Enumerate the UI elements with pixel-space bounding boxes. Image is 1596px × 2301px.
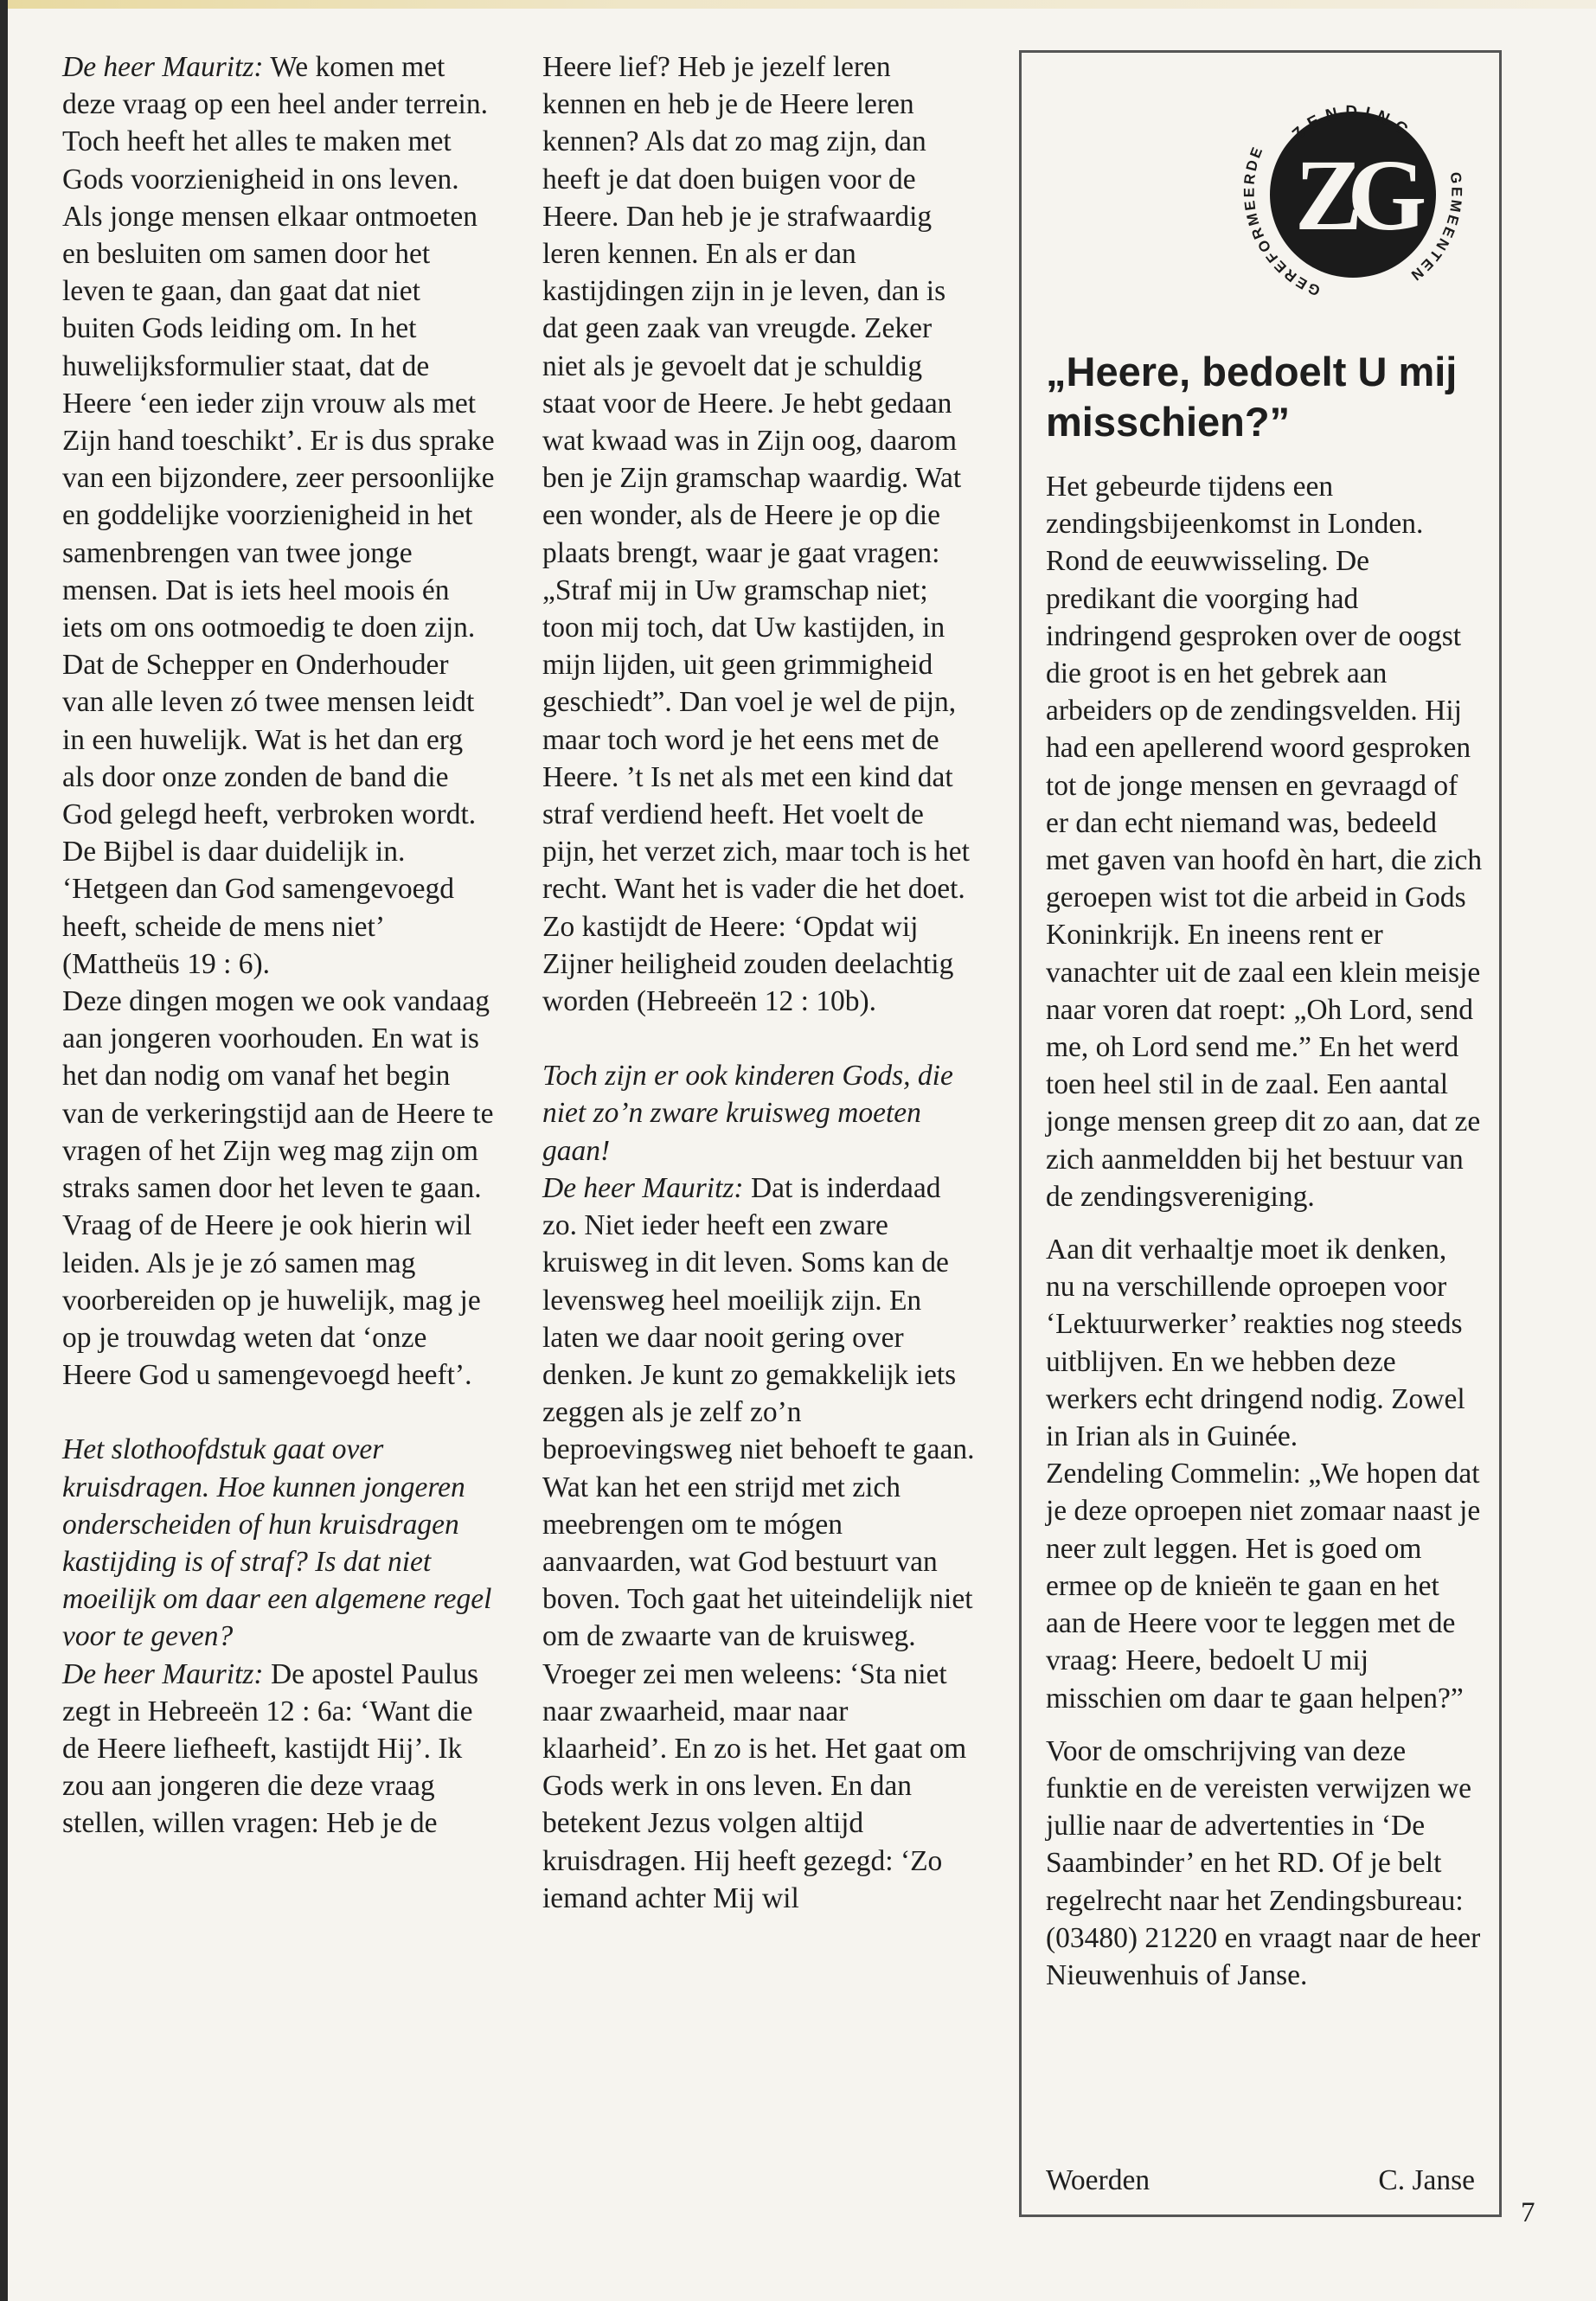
signature-place: Woerden <box>1046 2164 1151 2196</box>
sidebar-text <box>1046 468 1483 1994</box>
paragraph-text: Dat is inderdaad zo. Niet ieder heeft een zware kruisweg in dit leven. Soms kan de levensweg heel moeilijk zijn. En laten we daar nooit gering over denken. Je kunt zo gemakkelijk iets zeggen als je zelf zo’n beproevingsweg niet behoeft te gaan. Wat kan het een strijd met zich meebrengen om te mógen aanvaarden, wat God bestuurt van boven. Toch gaat het uiteindelijk niet om de zwaarte van de kruisweg. Vroeger zei men weleens: ‘Sta niet naar zwaarheid, maar naar klaarheid’. En zo is het. Het gaat om Gods werk in ons leven. En dan betekent Jezus volgen altijd kruisdragen. Hij heeft gezegd: ‘Zo iemand achter Mij wil <box>542 1171 975 1914</box>
column-2 <box>542 48 975 1917</box>
sidebar-headline: „Heere, bedoelt U mij misschien?” <box>1046 349 1458 445</box>
binding-edge <box>0 0 8 2301</box>
sidebar-paragraph-2: Aan dit verhaaltje moet ik denken, nu na verschillende oproepen voor ‘Lektuurwerker’ reakties nog steeds uitblijven. En we hebben deze werkers echt dringend nodig. Zowel in Irian als in Guinée. <box>1046 1234 1465 1453</box>
interview-question: Het slothoofdstuk gaat over kruisdragen. Hoe kunnen jongeren onderscheiden of hun kruisdragen kastijding is of straf? Is dat niet moeilijk om daar een algemene regel voor te geven? <box>62 1433 492 1653</box>
page-number: 7 <box>1521 2197 1535 2228</box>
top-edge <box>0 0 1596 9</box>
speaker-label: De heer Mauritz: <box>542 1171 744 1204</box>
column-2-paragraph-2 <box>542 1170 975 1917</box>
speaker-label: De heer Mauritz: <box>62 1657 264 1690</box>
sidebar-signature <box>1046 2162 1475 2199</box>
speaker-label: De heer Mauritz: <box>62 51 264 83</box>
logo-ring-left: GEREFORMEERDE <box>1240 143 1323 299</box>
sidebar-paragraph-1: Het gebeurde tijdens een zendingsbijeenkomst in Londen. Rond de eeuwwisseling. De predikant die voorging had indringend gesproken over de oogst die groot is en het gebrek aan arbeiders op de zendingsvelden. Hij had een apellerend woord gesproken tot de jonge mensen en gevraagd of er dan echt niemand was, bedeeld met gaven van hoofd èn hart, die zich geroepen wist tot die arbeid in Gods Koninkrijk. En ineens rent er vanachter uit de zaal een klein meisje naar voren dat roept: „Oh Lord, send me, oh Lord send me.” En het werd toen heel stil in de zaal. Een aantal jonge mensen greep dit zo aan, dat ze zich aanmeldden bij het bestuur van de zendingsvereniging. <box>1046 471 1483 1213</box>
zending-logo <box>1227 65 1478 316</box>
interview-question: Toch zijn er ook kinderen Gods, die niet zo’n zware kruisweg moeten gaan! <box>542 1060 953 1167</box>
column-1-paragraph-1 <box>62 48 495 983</box>
signature-author: C. Janse <box>1378 2164 1475 2196</box>
paragraph-text: De apostel Paulus zegt in Hebreeën 12 : 6a: ‘Want die de Heere liefheeft, kastijdt Hij’. Ik zou aan jongeren die deze vraag stellen, willen vragen: Heb je de <box>62 1657 479 1840</box>
sidebar-paragraph-3: Zendeling Commelin: „We hopen dat je deze oproepen niet zomaar naast je neer zult leggen. Het is goed om ermee op de knieën te gaan en het aan de Heere voor te leggen met de vraag: Heere, bedoelt U mij misschien om daar te gaan helpen?” <box>1046 1458 1481 1715</box>
sidebar-paragraph-4: Voor de omschrijving van deze funktie en de vereisten verwijzen we jullie naar de advertenties in ‘De Saambinder’ en het RD. Of je belt regelrecht naar het Zendingsbureau: (03480) 21220 en vraagt naar de heer Nieuwenhuis of Janse. <box>1046 1734 1481 1991</box>
column-1 <box>62 48 495 1843</box>
paragraph-text: We komen met deze vraag op een heel ander terrein. Toch heeft het alles te maken met Gods voorzienigheid in ons leven. Als jonge mensen elkaar ontmoeten en besluiten om samen door het leven te gaan, dan gaat dat niet buiten Gods leiding om. In het huwelijksformulier staat, dat de Heere ‘een ieder zijn vrouw als met Zijn hand toeschikt’. Er is dus sprake van een bijzondere, zeer persoonlijke en goddelijke voorzienigheid in het samenbrengen van twee jonge mensen. Dat is iets heel moois én iets om ons ootmoedig te doen zijn. Dat de Schepper en Onderhouder van alle leven zó twee mensen leidt in een huwelijk. Wat is het dan erg als door onze zonden de band die God gelegd heeft, verbroken wordt. De Bijbel is daar duidelijk in. ‘Hetgeen dan God samengevoegd heeft, scheide de mens niet’ (Mattheüs 19 : 6). <box>62 51 495 980</box>
column-1-paragraph-2: Deze dingen mogen we ook vandaag aan jongeren voorhouden. En wat is het dan nodig om vanaf het begin van de verkeringstijd aan de Heere te vragen of het Zijn weg mag zijn om straks samen door het leven te gaan. Vraag of de Heere je ook hierin wil leiden. Als je je zó samen mag voorbereiden op je huwelijk, mag je op je trouwdag weten dat ‘onze Heere God u samengevoegd heeft’. <box>62 985 494 1392</box>
column-1-paragraph-3 <box>62 1656 495 1843</box>
logo-letters: ZG <box>1294 138 1412 252</box>
sidebar-box <box>1019 50 1502 2217</box>
logo-ring-right: GEMEENTEN <box>1406 170 1465 285</box>
column-2-paragraph-1: Heere lief? Heb je jezelf leren kennen en heb je de Heere leren kennen? Als dat zo mag zijn, dan heeft je dat doen buigen voor de Heere. Dan heb je je strafwaardig leren kennen. En als er dan kastijdingen zijn in je leven, dan is dat geen zaak van vreugde. Zeker niet als je gevoelt dat je schuldig staat voor de Heere. Je hebt gedaan wat kwaad was in Zijn oog, daarom ben je Zijn gramschap waardig. Wat een wonder, als de Heere je op die plaats brengt, waar je gaat vragen: „Straf mij in Uw gramschap niet; toon mij toch, dat Uw kastijden, in mijn lijden, uit geen grimmigheid geschiedt”. Dan voel je wel de pijn, maar toch word je het eens met de Heere. ’t Is net als met een kind dat straf verdiend heeft. Het voelt de pijn, het verzet zich, maar toch is het recht. Want het is vader die het doet. Zo kastijdt de Heere: ‘Opdat wij Zijner heiligheid zouden deelachtig worden (Hebreeën 12 : 10b). <box>542 51 970 1018</box>
logo-ring-top: ZENDING <box>1289 102 1417 144</box>
